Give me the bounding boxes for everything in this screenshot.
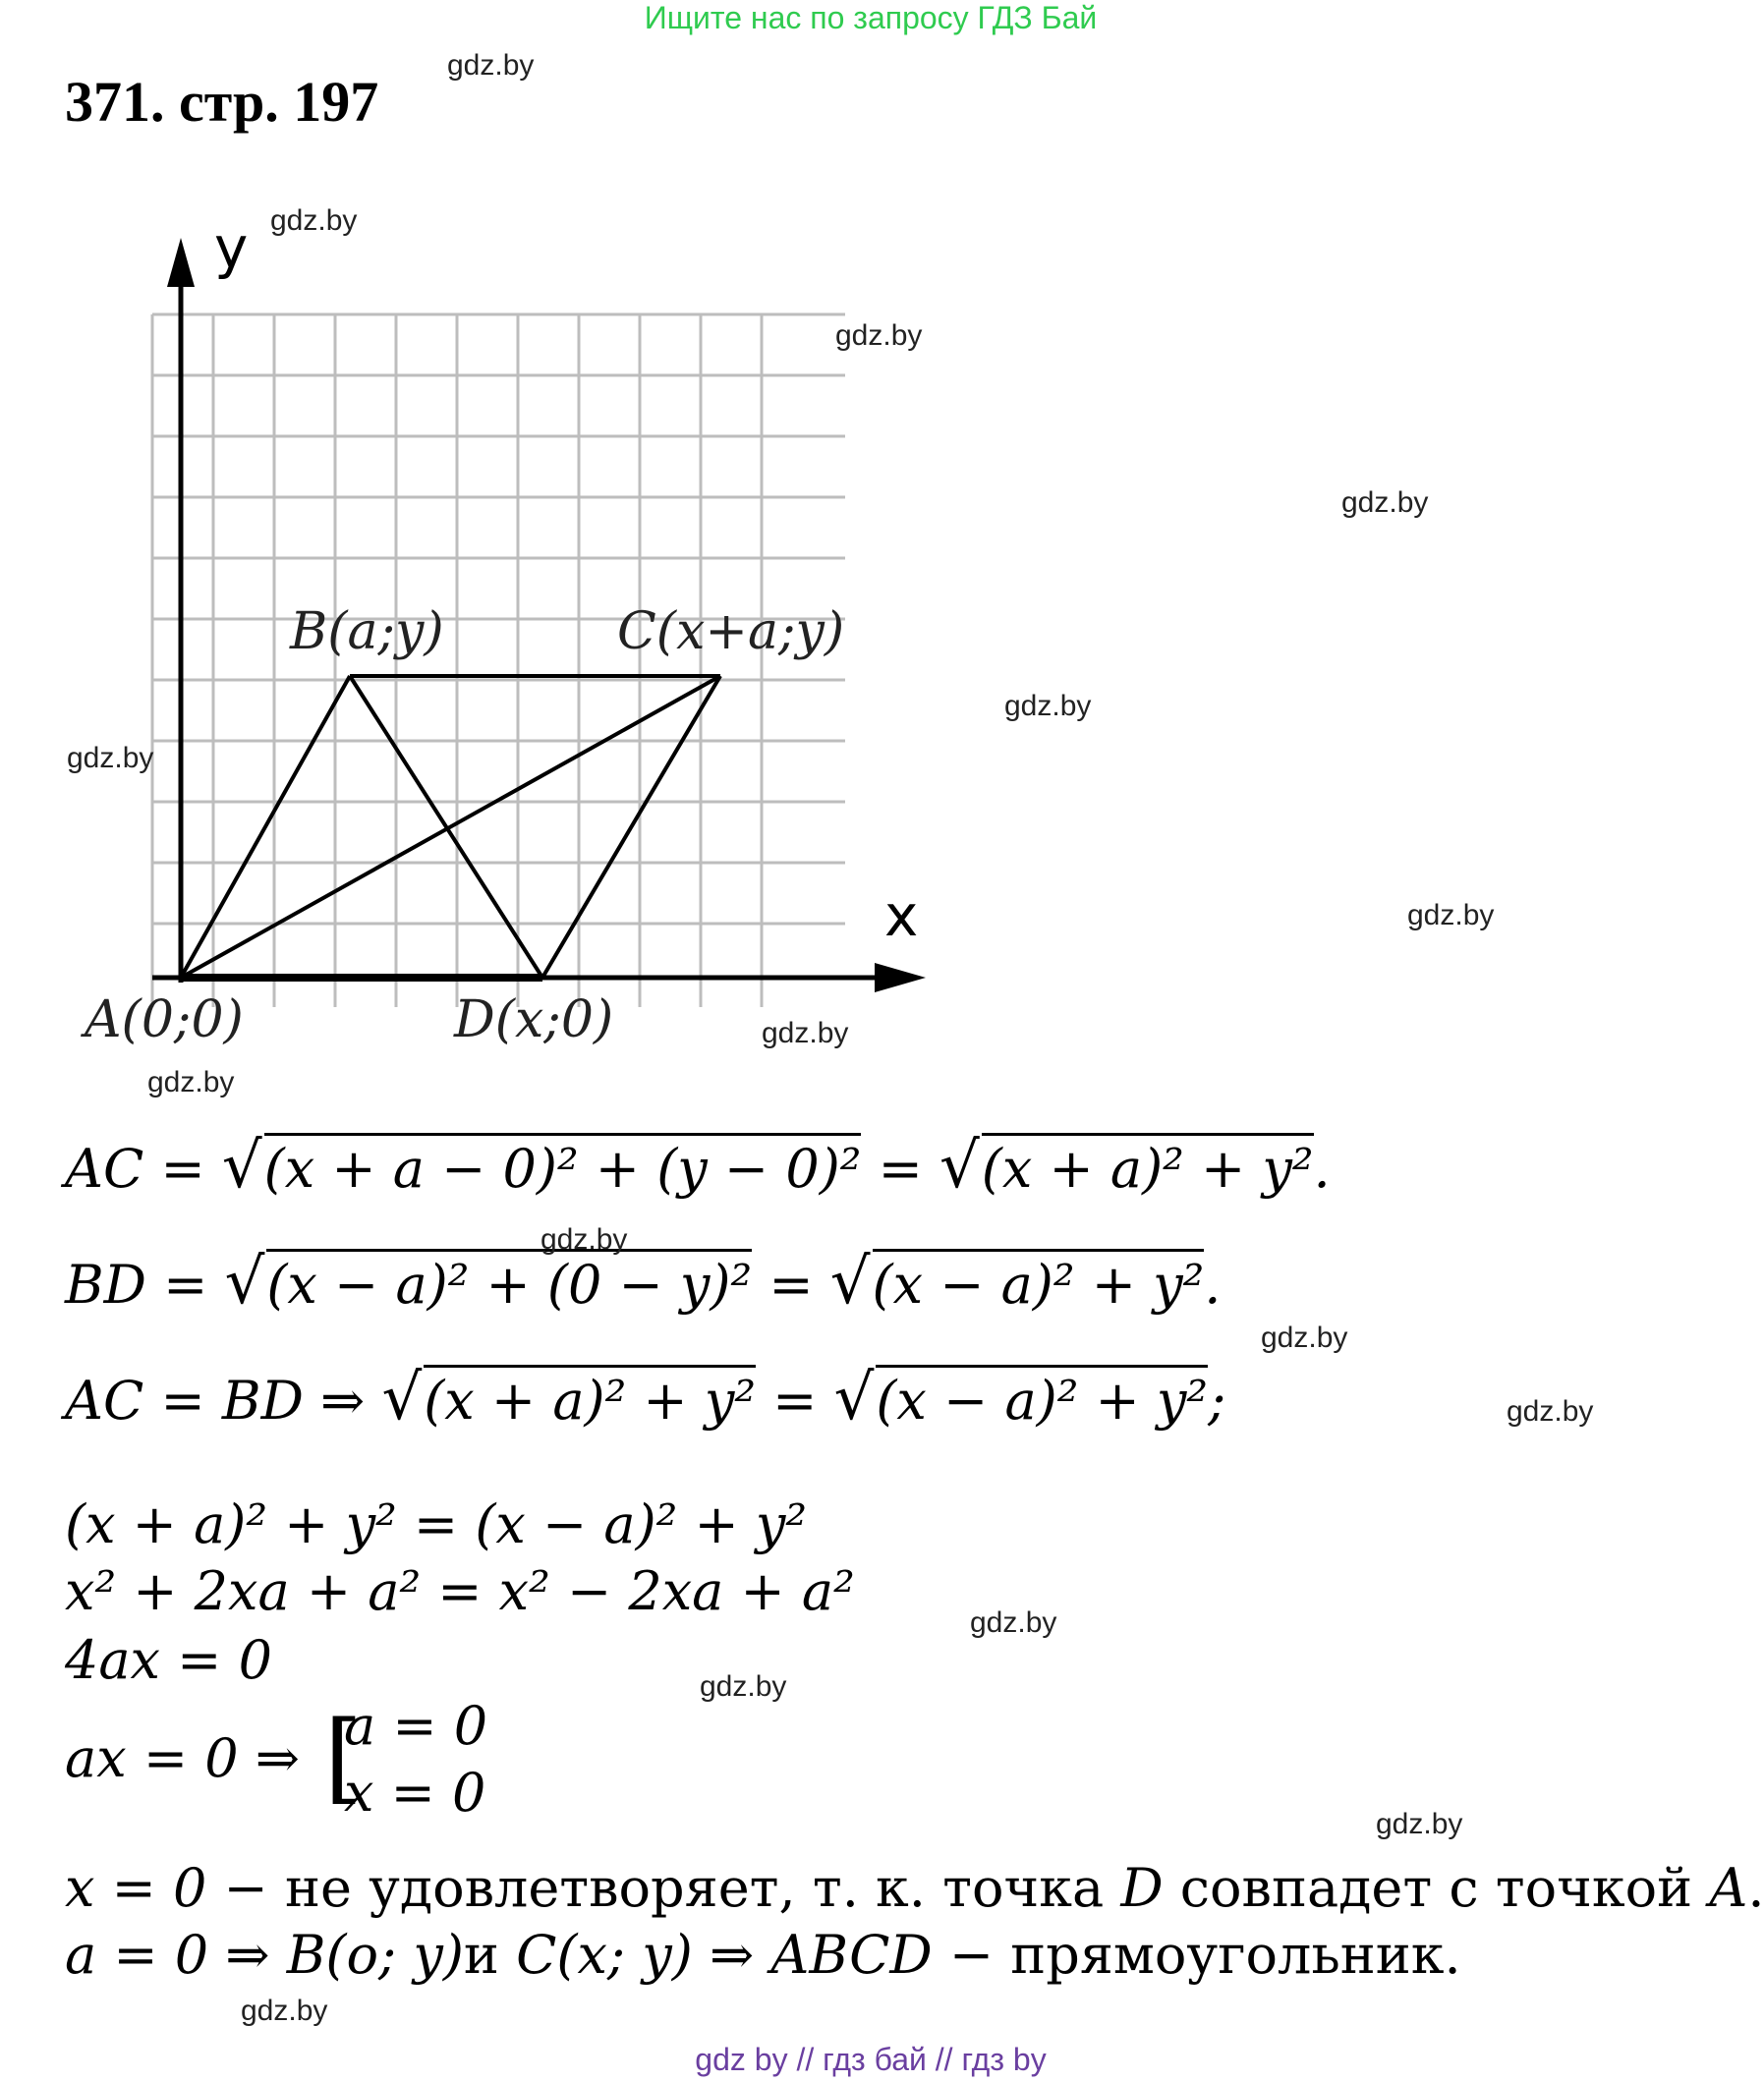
site-footer: gdz by // гдз бай // гдз by	[695, 2042, 1047, 2077]
equation-4ax: 4ax = 0	[65, 1629, 272, 1691]
watermark: gdz.by	[270, 204, 358, 237]
watermark: gdz.by	[1376, 1808, 1463, 1840]
watermark: gdz.by	[1407, 899, 1495, 931]
watermark: gdz.by	[1261, 1322, 1348, 1354]
equation-squared: (x + a)² + y² = (x − a)² + y²	[65, 1493, 808, 1555]
y-axis-label: y	[214, 214, 249, 281]
conclusion-a-zero: a = 0 ⇒ B(o; y)и C(x; y) ⇒ ABCD − прямоугольник.	[65, 1924, 1461, 1986]
equation-bd: BD = √(x − a)² + (0 − y)² = √(x − a)² + y².	[65, 1246, 1222, 1319]
case-a-zero: a = 0	[344, 1695, 488, 1757]
site-header: Ищите нас по запросу ГДЗ Бай	[644, 0, 1098, 35]
equation-expanded: x² + 2xa + a² = x² − 2xa + a²	[65, 1560, 855, 1622]
y-axis-arrow	[167, 238, 195, 287]
watermark: gdz.by	[1341, 486, 1429, 519]
point-a-label: A(0;0)	[85, 990, 244, 1049]
watermark: gdz.by	[1507, 1395, 1594, 1428]
problem-title: 371. стр. 197	[65, 70, 379, 134]
x-axis-arrow	[875, 963, 926, 992]
point-b-label: B(a;y)	[290, 602, 444, 661]
coordinate-figure	[59, 197, 943, 1081]
point-c-label: C(x+a;y)	[617, 602, 845, 661]
equation-ac-eq-bd: AC = BD ⇒ √(x + a)² + y² = √(x − a)² + y²;	[65, 1362, 1226, 1435]
watermark: gdz.by	[1004, 690, 1092, 722]
watermark: gdz.by	[147, 1066, 235, 1098]
watermark: gdz.by	[700, 1670, 787, 1703]
x-axis-label: x	[884, 882, 919, 949]
case-x-zero: x = 0	[344, 1762, 486, 1824]
cases-bracket: [	[324, 1700, 364, 1815]
conclusion-x-zero: x = 0 − не удовлетворяет, т. к. точка D совпадет с точкой A.	[65, 1857, 1764, 1919]
watermark: gdz.by	[67, 742, 154, 774]
watermark: gdz.by	[541, 1223, 628, 1256]
equation-ax-cases: ax = 0 ⇒	[65, 1727, 300, 1789]
watermark: gdz.by	[970, 1606, 1057, 1639]
watermark: gdz.by	[241, 1995, 328, 2027]
point-d-label: D(x;0)	[454, 990, 614, 1049]
watermark: gdz.by	[447, 49, 535, 82]
watermark: gdz.by	[835, 319, 923, 352]
watermark: gdz.by	[762, 1017, 849, 1049]
equation-ac: AC = √(x + a − 0)² + (y − 0)² = √(x + a)² + y².	[65, 1130, 1331, 1203]
